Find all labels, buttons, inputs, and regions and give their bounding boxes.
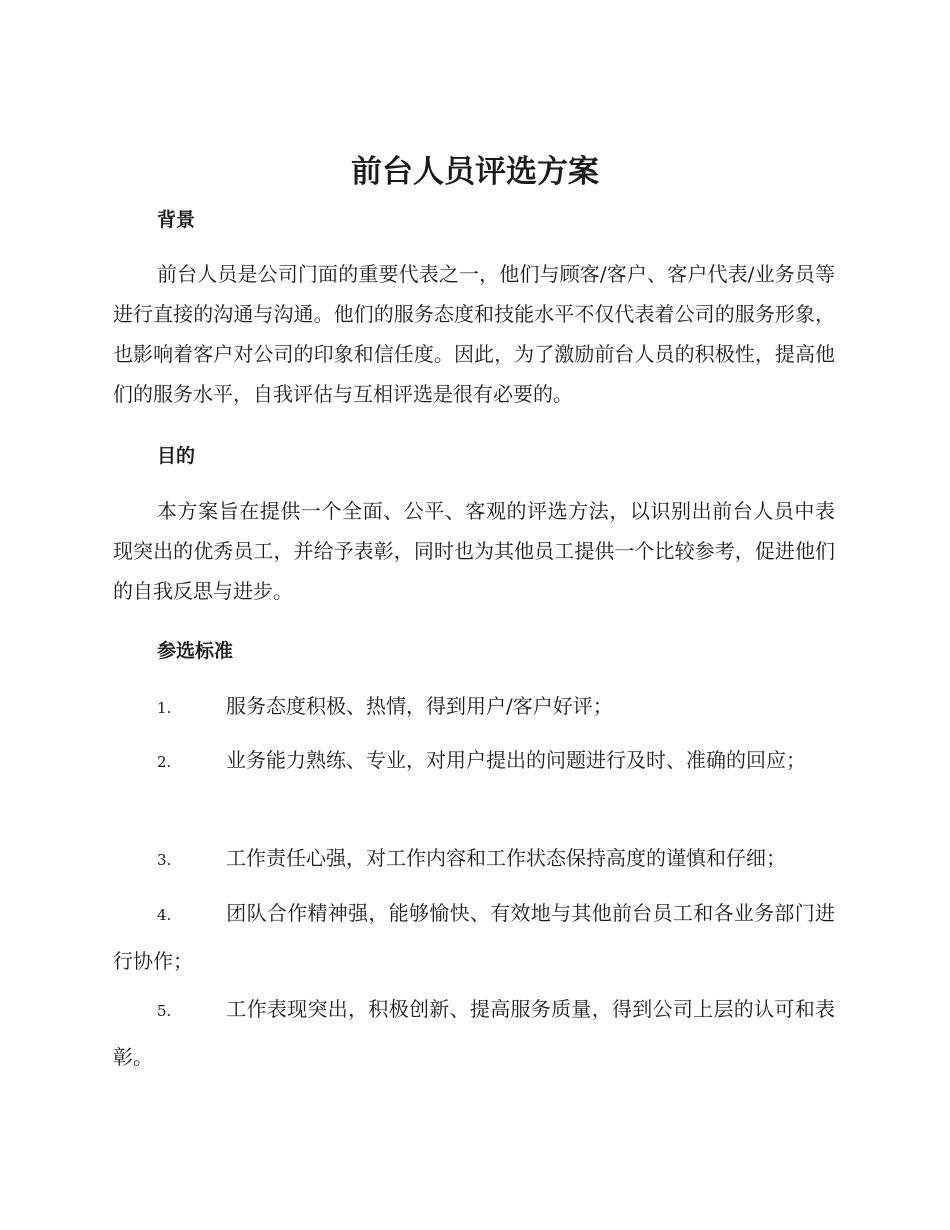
criteria-list-item <box>113 835 835 883</box>
section-heading-purpose: 目的 <box>157 445 196 467</box>
section-heading-criteria: 参选标准 <box>157 640 234 662</box>
list-item-text: 团队合作精神强，能够愉快、有效地与其他前台员工和各业务部门进行协作； <box>113 901 835 973</box>
list-item-text: 服务态度积极、热情，得到用户/客户好评； <box>226 694 613 718</box>
criteria-list-item <box>113 737 835 785</box>
list-item-number: 5. <box>157 1002 172 1020</box>
list-item-text: 业务能力熟练、专业，对用户提出的问题进行及时、准确的回应； <box>226 748 806 772</box>
list-item-text: 工作责任心强，对工作内容和工作状态保持高度的谨慎和仔细； <box>226 846 786 870</box>
criteria-list-item <box>113 683 835 731</box>
list-item-text: 工作表现突出，积极创新、提高服务质量，得到公司上层的认可和表彰。 <box>113 997 835 1069</box>
list-item-number: 4. <box>157 906 172 924</box>
criteria-list-item <box>113 890 835 984</box>
criteria-list-item <box>113 986 835 1080</box>
list-item-number: 1. <box>157 699 172 717</box>
list-item-number: 3. <box>157 851 172 869</box>
section-heading-background: 背景 <box>157 209 196 231</box>
section-paragraph-purpose: 本方案旨在提供一个全面、公平、客观的评选方法，以识别出前台人员中表现突出的优秀员工，并给予表彰，同时也为其他员工提供一个比较参考，促进他们的自我反思与进步。 <box>113 499 835 603</box>
document-title: 前台人员评选方案 <box>351 154 599 190</box>
section-paragraph-background: 前台人员是公司门面的重要代表之一，他们与顾客/客户、客户代表/业务员等进行直接的沟通与沟通。他们的服务态度和技能水平不仅代表着公司的服务形象，也影响着客户对公司的印象和信任度。因此，为了激励前台人员的积极性，提高他们的服务水平，自我评估与互相评选是很有必要的。 <box>113 262 835 406</box>
list-item-number: 2. <box>157 753 172 771</box>
